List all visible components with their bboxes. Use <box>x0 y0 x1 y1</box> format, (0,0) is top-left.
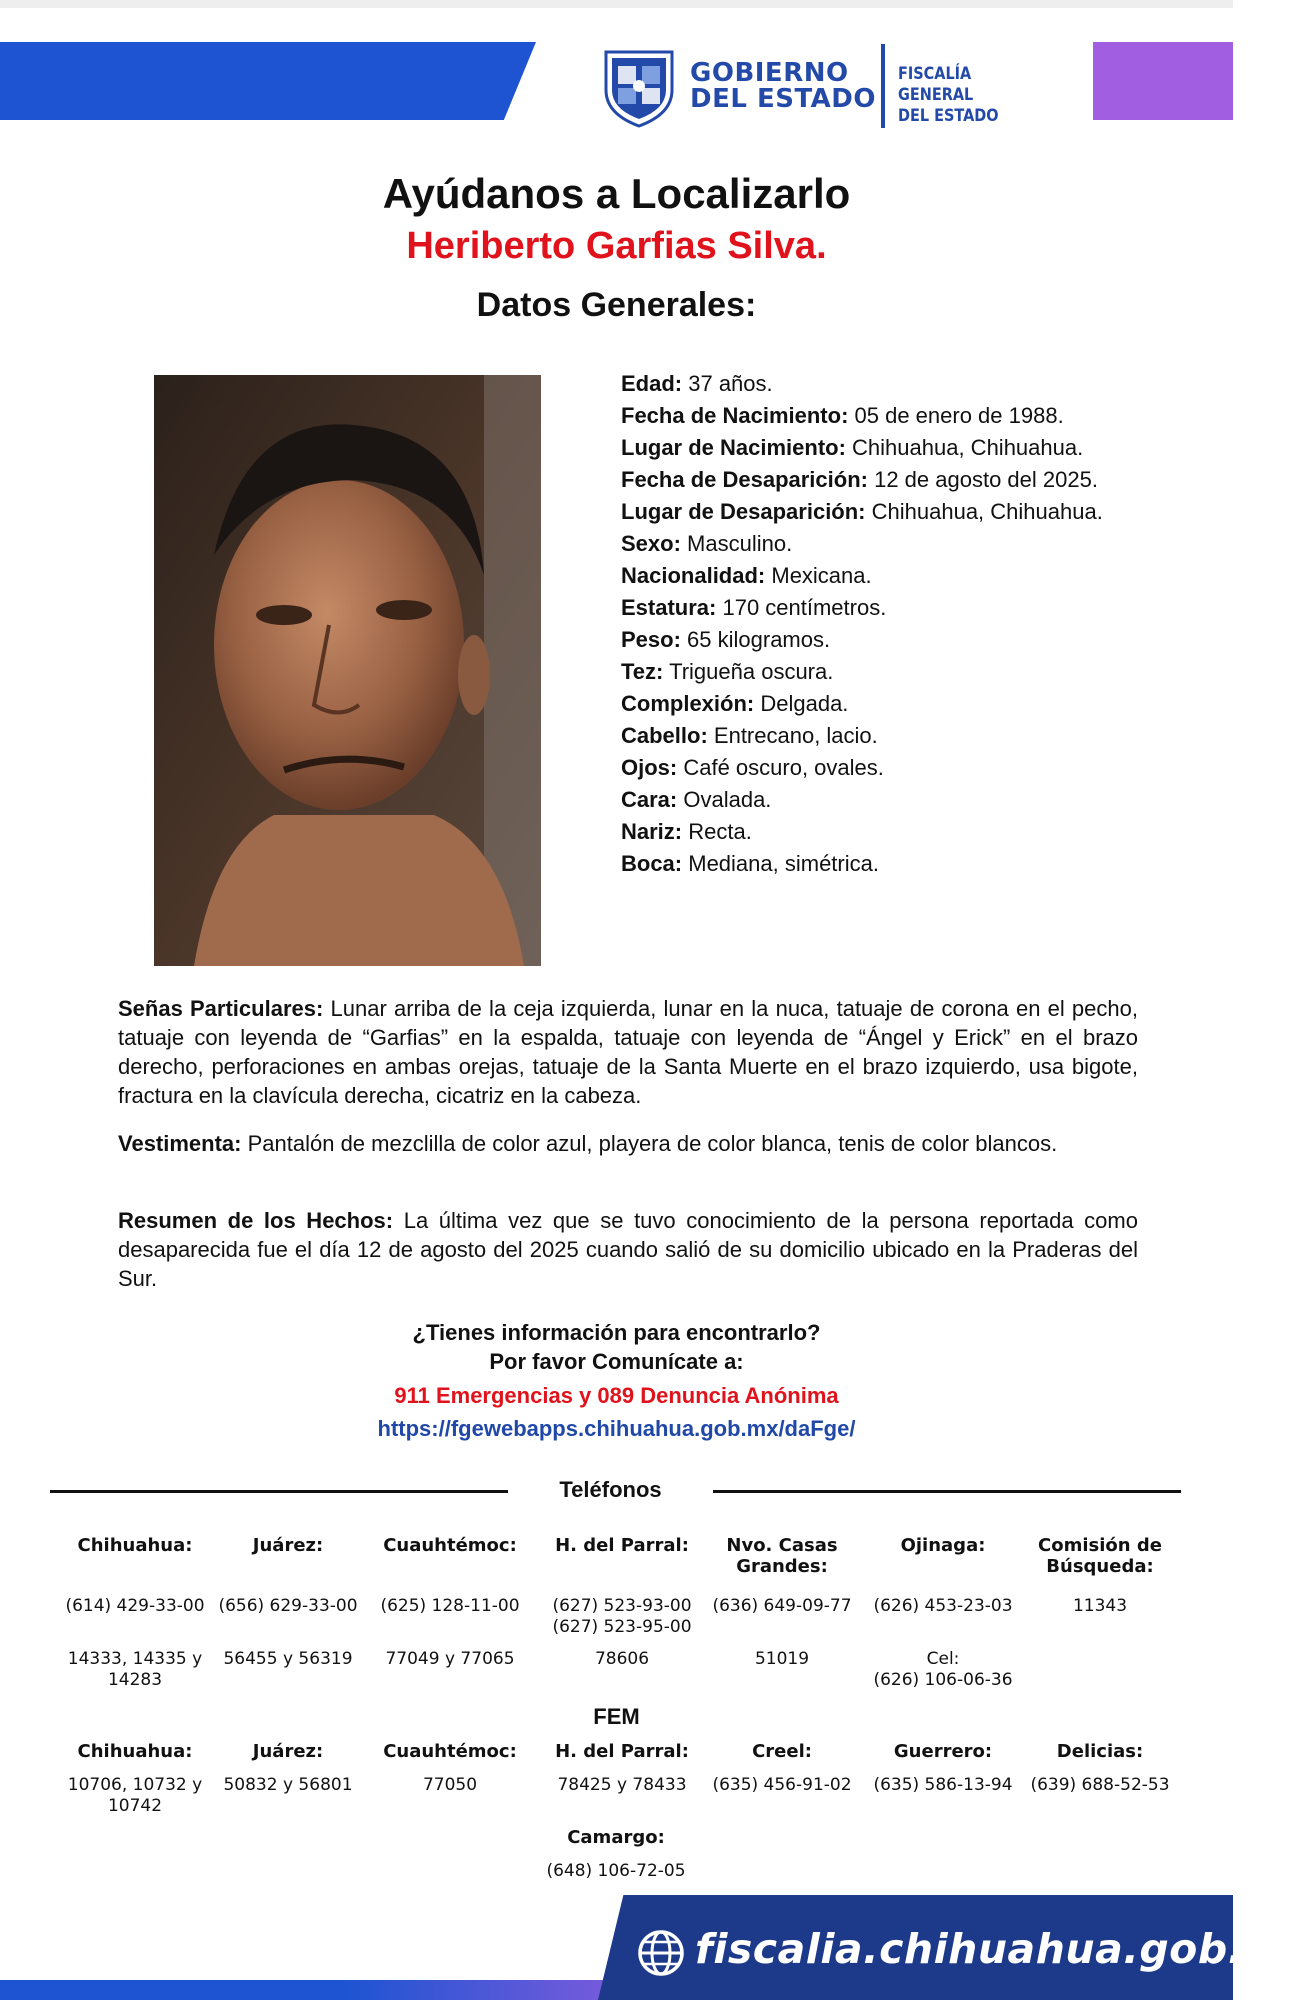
general-data-value: Trigueña oscura. <box>663 659 834 684</box>
distinguishing-marks-label: Señas Particulares: <box>118 996 324 1021</box>
fem-column-value: 50832 y 56801 <box>223 1775 353 1795</box>
general-data-label: Tez: <box>621 659 664 684</box>
clothing-label: Vestimenta: <box>118 1131 242 1156</box>
phones-column-header: Chihuahua: <box>77 1535 193 1556</box>
phones-column-number: (636) 649-09-77 <box>712 1596 852 1616</box>
general-data-label: Ojos: <box>621 755 678 780</box>
fem-camargo-value: (648) 106-72-05 <box>546 1861 686 1881</box>
fem-column-value: (639) 688-52-53 <box>1030 1775 1170 1795</box>
report-url-link[interactable]: https://fgewebapps.chihuahua.gob.mx/daFge/ <box>377 1416 856 1441</box>
phones-column-extension: 51019 <box>754 1649 810 1669</box>
general-data-label: Complexión: <box>621 691 755 716</box>
general-data-label: Fecha de Nacimiento: <box>621 403 849 428</box>
general-data-value: Café oscuro, ovales. <box>677 755 884 780</box>
fem-title: FEM <box>593 1704 640 1729</box>
general-data-label: Cabello: <box>621 723 708 748</box>
missing-person-name: Heriberto Garfias Silva. <box>406 225 827 267</box>
general-data-value: 170 centímetros. <box>716 595 887 620</box>
fem-column-value: 10706, 10732 y 10742 <box>67 1775 203 1816</box>
phones-column-number: (614) 429-33-00 <box>65 1596 205 1616</box>
general-data-value: 12 de agosto del 2025. <box>867 467 1098 492</box>
fem-column-value: (635) 456-91-02 <box>712 1775 852 1795</box>
general-data-value: Delgada. <box>754 691 849 716</box>
general-data-label: Sexo: <box>621 531 681 556</box>
general-data-label: Cara: <box>621 787 678 812</box>
fem-column-header: Juárez: <box>252 1741 324 1762</box>
phones-title: Teléfonos <box>559 1477 662 1502</box>
general-data-value: 05 de enero de 1988. <box>848 403 1064 428</box>
fem-column-value: (635) 586-13-94 <box>873 1775 1013 1795</box>
globe-icon <box>636 1928 686 1978</box>
fem-column-header: Guerrero: <box>893 1741 993 1762</box>
fem-camargo-header: Camargo: <box>567 1827 665 1848</box>
fem-column-header: H. del Parral: <box>555 1741 689 1762</box>
clothing-text: Pantalón de mezclilla de color azul, playera de color blanca, tenis de color blancos. <box>241 1131 1058 1156</box>
fem-column-header: Creel: <box>752 1741 812 1762</box>
fem-column-value: 78425 y 78433 <box>557 1775 687 1795</box>
phones-column-header: Ojinaga: <box>900 1535 986 1556</box>
section-title-general-data: Datos Generales: <box>476 286 757 324</box>
phones-column-number: (656) 629-33-00 <box>218 1596 358 1616</box>
phones-column-header: Juárez: <box>252 1535 324 1556</box>
summary-text: La última vez que se tuvo conocimiento de la persona reportada como desaparecida fue el día 12 de agosto del 2025 cuando salió de su domicilio ubicado en la Praderas del Sur. <box>118 1208 1138 1291</box>
general-data-label: Peso: <box>621 627 681 652</box>
phones-column-header: H. del Parral: <box>555 1535 689 1556</box>
fem-column-header: Chihuahua: <box>77 1741 193 1762</box>
phones-column-extension: 77049 y 77065 <box>385 1649 515 1669</box>
distinguishing-marks-text: Lunar arriba de la ceja izquierda, lunar en la nuca, tatuaje de corona en el pecho, tatuaje con leyenda de “Garfias” en la espalda, tatuaje con leyenda de “Ángel y Erick” en el brazo derecho, perforaciones en ambas orejas, tatuaje de la Santa Muerte en el brazo izquierdo, usa bigote, fractura en la clavícula derecha, cicatriz en la cabeza. <box>118 996 1138 1108</box>
general-data-label: Lugar de Desaparición: <box>621 499 866 524</box>
phones-column-number: (627) 523-93-00 (627) 523-95-00 <box>552 1596 692 1637</box>
poster-title: Ayúdanos a Localizarlo <box>382 170 851 217</box>
general-data-label: Estatura: <box>621 595 717 620</box>
footer-website-link[interactable]: fiscalia.chihuahua.gob.mx <box>695 1925 1314 1973</box>
gobierno-line-2: DEL ESTADO <box>690 84 876 114</box>
fem-column-header: Cuauhtémoc: <box>383 1741 517 1762</box>
phones-column-extension: 14333, 14335 y 14283 <box>67 1649 203 1690</box>
general-data-value: Recta. <box>682 819 752 844</box>
phones-column-header: Cuauhtémoc: <box>383 1535 517 1556</box>
general-data-label: Lugar de Nacimiento: <box>621 435 846 460</box>
gobierno-line-1: GOBIERNO <box>690 58 849 88</box>
contact-please: Por favor Comunícate a: <box>489 1349 744 1374</box>
phones-column-number: (625) 128-11-00 <box>380 1596 520 1616</box>
phones-column-header: Comisión de Búsqueda: <box>1038 1535 1162 1577</box>
phones-column-number: 11343 <box>1072 1596 1128 1616</box>
phones-column-extension: Cel: (626) 106-06-36 <box>873 1649 1013 1690</box>
phones-column-number: (626) 453-23-03 <box>873 1596 1013 1616</box>
general-data-label: Fecha de Desaparición: <box>621 467 868 492</box>
summary-label: Resumen de los Hechos: <box>118 1208 394 1233</box>
fem-column-header: Delicias: <box>1056 1741 1144 1762</box>
general-data-label: Boca: <box>621 851 683 876</box>
general-data-value: Mediana, simétrica. <box>682 851 879 876</box>
general-data-value: Ovalada. <box>677 787 772 812</box>
general-data-value: Mexicana. <box>765 563 872 588</box>
emergency-numbers: 911 Emergencias y 089 Denuncia Anónima <box>394 1383 839 1408</box>
general-data-label: Edad: <box>621 371 683 396</box>
phones-column-header: Nvo. Casas Grandes: <box>726 1535 838 1577</box>
general-data-label: Nariz: <box>621 819 683 844</box>
general-data-value: Entrecano, lacio. <box>707 723 878 748</box>
phones-column-extension: 56455 y 56319 <box>223 1649 353 1669</box>
general-data-value: 37 años. <box>682 371 773 396</box>
general-data-value: Chihuahua, Chihuahua. <box>865 499 1103 524</box>
fiscalia-line-1: FISCALÍA GENERAL <box>898 64 974 105</box>
fiscalia-line-2: DEL ESTADO <box>898 106 999 126</box>
fem-column-value: 77050 <box>422 1775 478 1795</box>
general-data-value: 65 kilogramos. <box>680 627 831 652</box>
general-data-value: Chihuahua, Chihuahua. <box>845 435 1084 460</box>
phones-column-extension: 78606 <box>594 1649 650 1669</box>
general-data-value: Masculino. <box>680 531 793 556</box>
general-data-label: Nacionalidad: <box>621 563 766 588</box>
contact-question: ¿Tienes información para encontrarlo? <box>412 1320 821 1345</box>
